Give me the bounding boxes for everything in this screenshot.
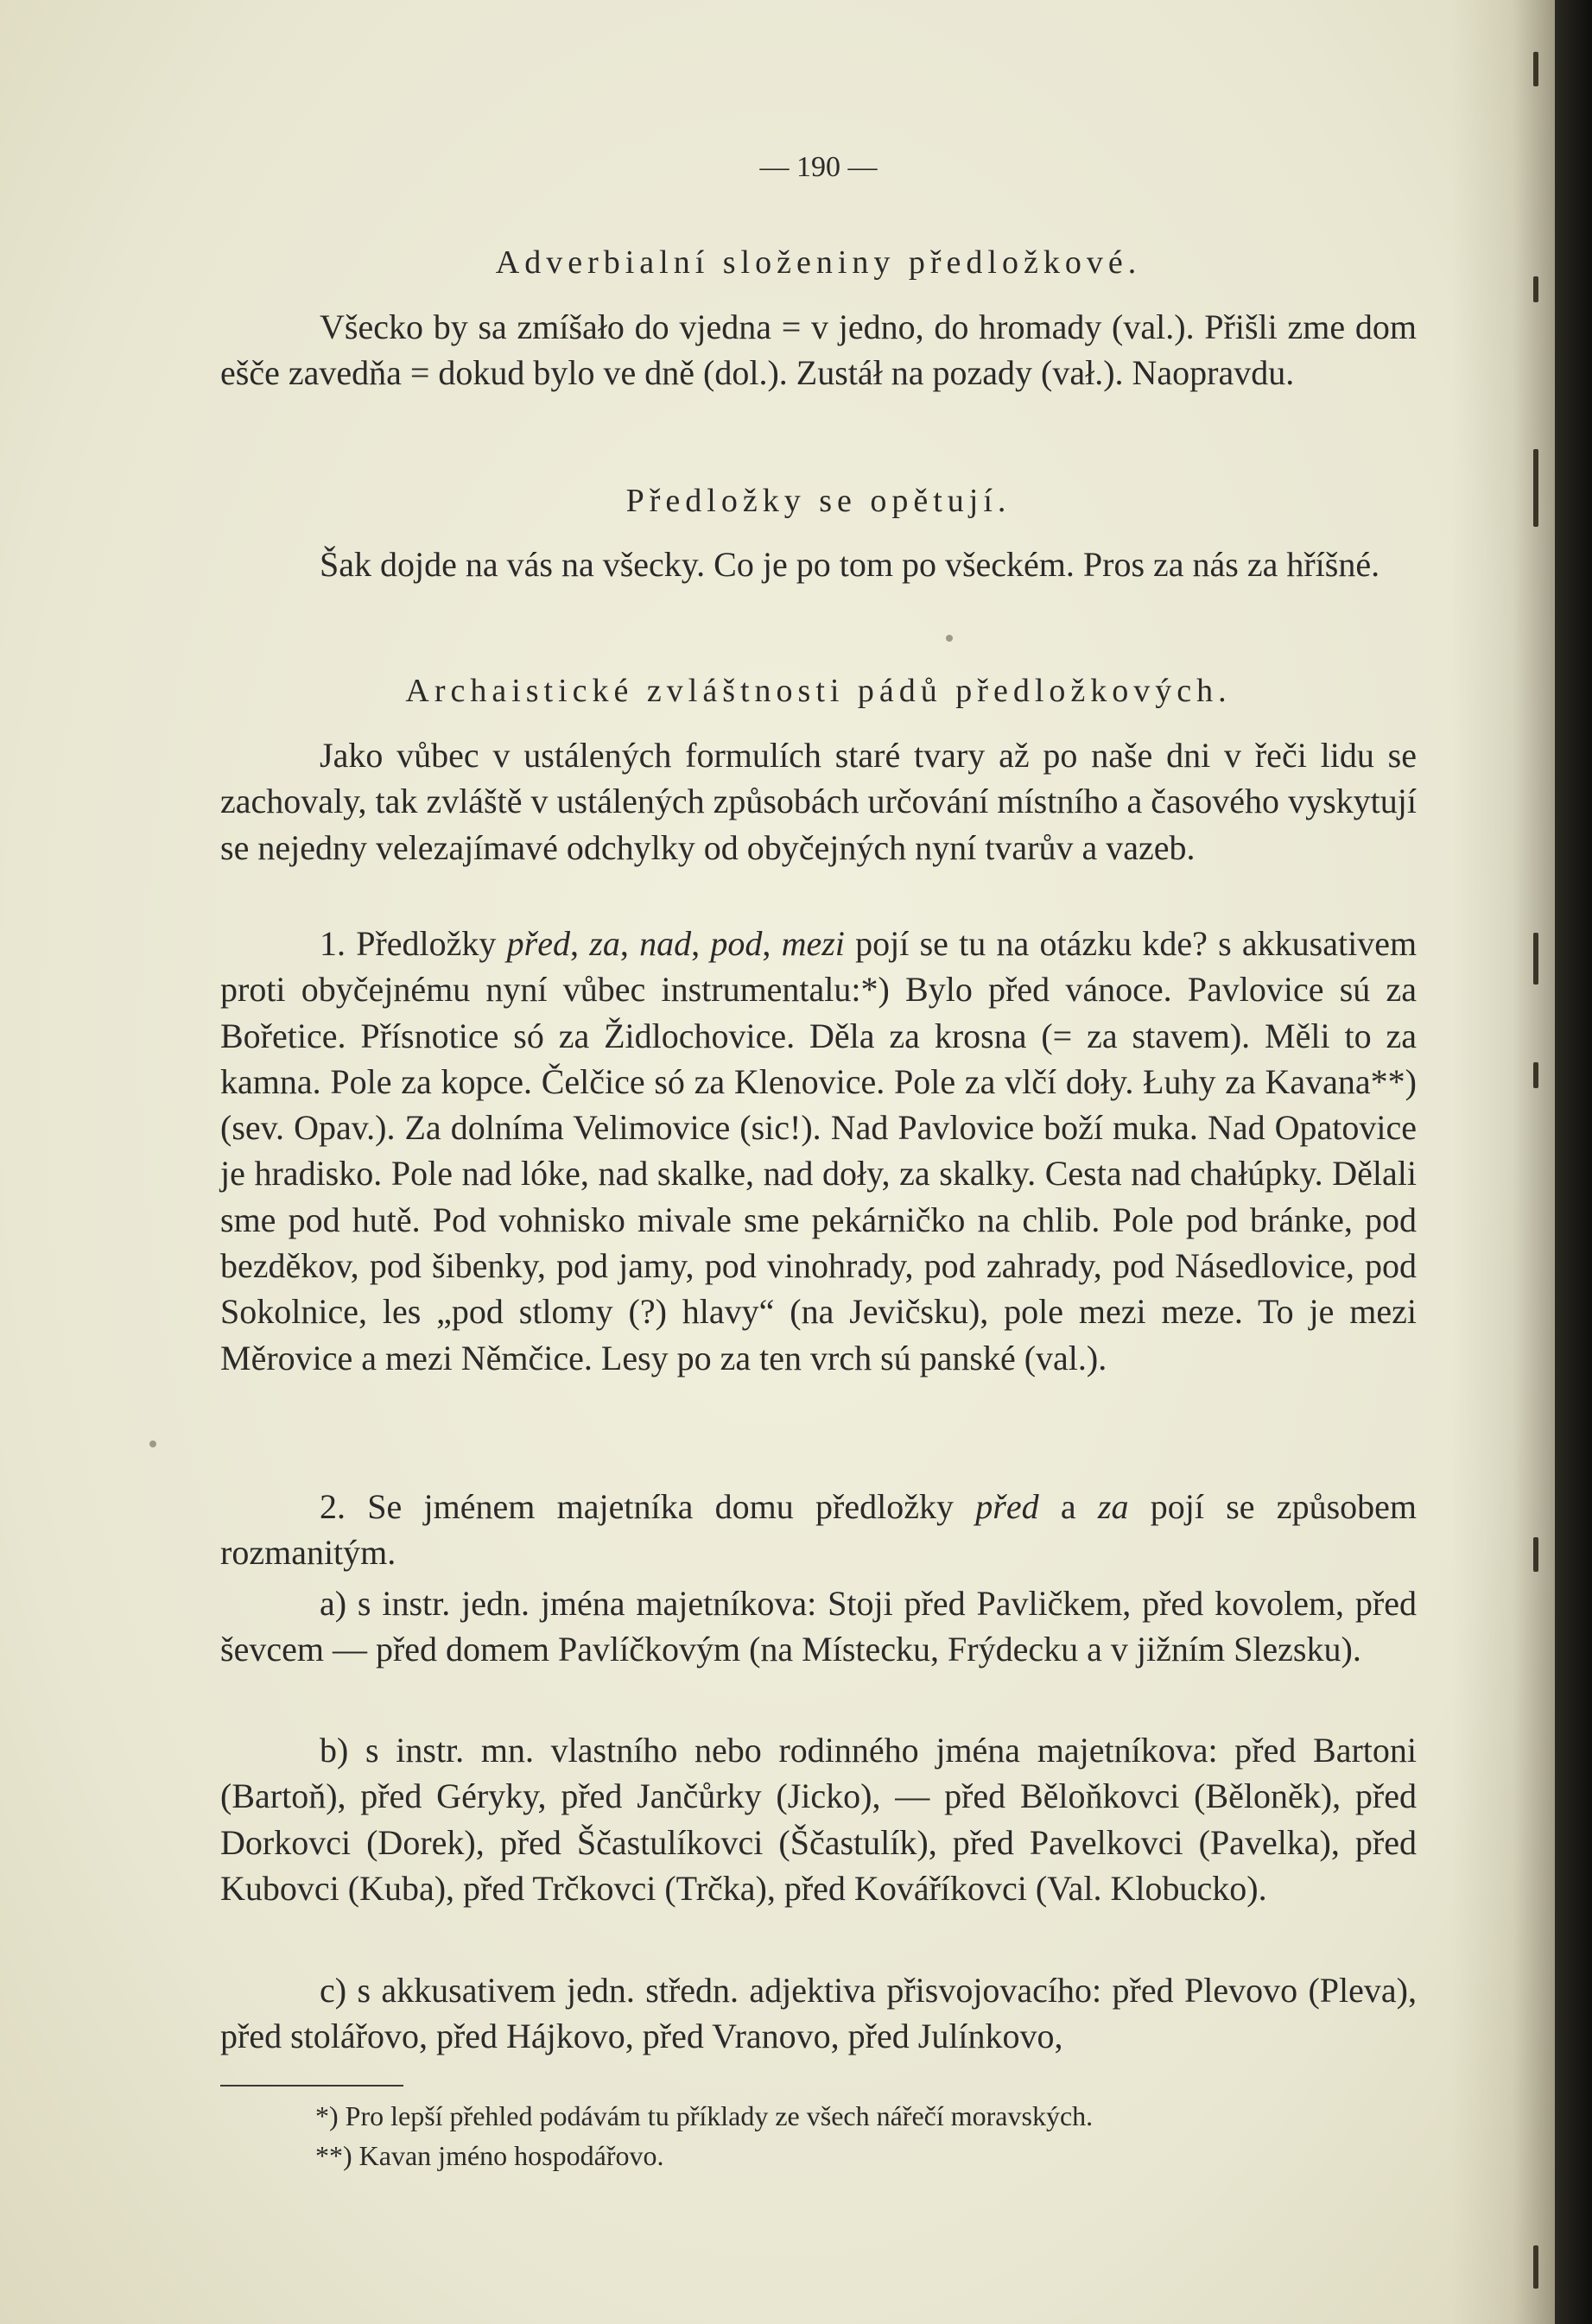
emphasis: před bbox=[506, 924, 570, 963]
footnote-2: **) Kavan jméno hospodářovo. bbox=[315, 2140, 664, 2171]
text-run: pojí se tu na otázku kde? s akkusativem proti obyčejnému nyní vůbec instrumentalu:*) Bylo před vánoce. Pavlovice sú za Bořetice. Přísnotice só za Židlochovice. Děla za krosna (= za stavem). Měli to za kamna. Pole za kopce. Čelčice só za Klenovice. Pole za vlčí doły. Łuhy za Kavana**) (sev. Opav.). Za dolníma Velimovice (sic!). Nad Pavlovice boží muka. Nad Opatovice je hradisko. Pole nad lóke, nad skalke, nad doły, za skalky. Cesta nad chałúpky. Dělali sme pod hutě. Pod vohnisko mivale sme pekárničko na chlib. Pole pod bránke, pod bezděkov, pod šibenky, pod jamy, pod vinohrady, pod zahrady, pod Násedlovice, pod Sokolnice, les „pod stlomy (?) hlavy“ (na Jevičsku), pole mezi meze. To je mezi Měrovice a mezi Němčice. Lesy po za ten vrch sú panské (val.). bbox=[220, 924, 1418, 1377]
paragraph-point-1: 1. Předložky před, za, nad, pod, mezi pojí se tu na otázku kde? s akkusativem proti obyčejnému nyní vůbec instrumentalu:*) Bylo před vánoce. Pavlovice sú za Bořetice. Přísnotice só za Židlochovice. Děla za krosna (= za stavem). Měli to za kamna. Pole za kopce. Čelčice só za Klenovice. Pole za vlčí doły. Łuhy za Kavana**) (sev. Opav.). Za dolníma Velimovice (sic!). Nad Pavlovice boží muka. Nad Opatovice je hradisko. Pole nad lóke, nad skalke, nad doły, za skalky. Cesta nad chałúpky. Dělali sme pod hutě. Pod vohnisko mivale sme pekárničko na chlib. Pole pod bránke, pod bezděkov, pod šibenky, pod jamy, pod vinohrady, pod zahrady, pod Násedlovice, pod Sokolnice, les „pod stlomy (?) hlavy“ (na Jevičsku), pole mezi meze. To je mezi Měrovice a mezi Němčice. Lesy po za ten vrch sú panské (val.). bbox=[220, 924, 1418, 1377]
paragraph-item-a: a) s instr. jedn. jména majetníkova: Stoji před Pavličkem, před kovolem, před ševcem — před domem Pavlíčkovým (na Místecku, Frýdecku a v jižním Slezsku). bbox=[220, 1584, 1417, 1669]
heading-archaic-features: Archaistické zvláštnosti pádů předložkových. bbox=[405, 673, 1232, 709]
ink-speck bbox=[149, 1441, 156, 1447]
emphasis: nad bbox=[639, 924, 692, 963]
emphasis: za bbox=[1097, 1487, 1129, 1526]
paragraph-item-b: b) s instr. mn. vlastního nebo rodinného jména majetníkova: před Bartoni (Bartoň), před Géryky, před Jančůrky (Jicko), — před Běloňkovci (Běloněk), před Dorkovci (Dorek), před Ščastulíkovci (Ščastulík), před Pavelkovci (Pavelka), před Kubovci (Kuba), před Trčkovci (Trčka), před Kováříkovci (Val. Klobucko). bbox=[220, 1731, 1417, 1908]
text-run: pojí se způsobem rozmanitým. bbox=[220, 1487, 1417, 1573]
emphasis: mezi bbox=[781, 924, 845, 963]
paragraph: Šak dojde na vás na všecky. Co je po tom po všeckém. Pros za nás za hříšné. bbox=[320, 545, 1380, 584]
heading-repeated-prepositions: Předložky se opětují. bbox=[625, 483, 1012, 519]
page-number: — 190 — bbox=[759, 151, 878, 183]
binding-marks bbox=[1533, 0, 1551, 2324]
text-run: 2. Se jménem majetníka domu předložky bbox=[320, 1487, 976, 1526]
text-run: 1. Předložky bbox=[320, 924, 507, 963]
emphasis: za bbox=[589, 924, 620, 963]
paragraph: Jako vůbec v ustálených formulích staré tvary až po naše dni v řeči lidu se zachovaly, tak zvláště v ustálených způsobách určování místního a časového vyskytují se nejedny velezajímavé odchylky od obyčejných nyní tvarův a vazeb. bbox=[220, 736, 1417, 867]
heading-adverbial-compounds: Adverbialní složeniny předložkové. bbox=[495, 244, 1142, 281]
paragraph-item-c: c) s akkusativem jedn. středn. adjektiva přisvojovacího: před Plevovo (Pleva), před stolářovo, před Hájkovo, před Vranovo, před Julínkovo, bbox=[220, 1971, 1417, 2056]
footnote-separator bbox=[220, 2085, 403, 2087]
footnote-1: *) Pro lepší přehled podávám tu příklady ze všech nářečí moravských. bbox=[315, 2100, 1094, 2131]
emphasis: pod bbox=[710, 924, 763, 963]
paragraph: Všecko by sa zmíšało do vjedna = v jedno, do hromady (val.). Přišli zme dom ešče zavedňa = dokud bylo ve dně (dol.). Zustáł na pozady (vał.). Naopravdu. bbox=[220, 307, 1417, 393]
scan-background-strip bbox=[1555, 0, 1592, 2324]
ink-speck bbox=[946, 635, 953, 642]
emphasis: před bbox=[975, 1487, 1039, 1526]
paragraph-point-2: 2. Se jménem majetníka domu předložky před a za pojí se způsobem rozmanitým. bbox=[220, 1487, 1417, 1573]
